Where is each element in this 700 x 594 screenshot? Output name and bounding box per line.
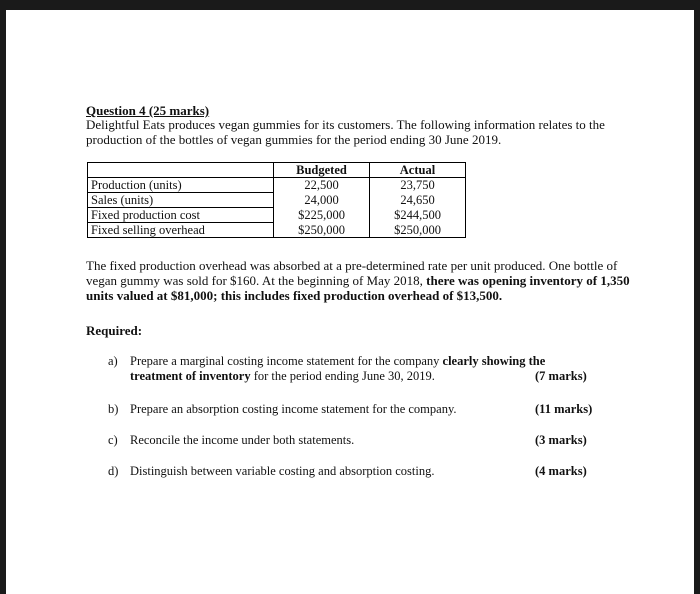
question-text-bold: clearly showing the treatment of inventory <box>130 354 546 383</box>
question-label: c) <box>108 433 118 447</box>
marks-c: (3 marks) <box>535 433 587 447</box>
question-text: Reconcile the income under both statements. <box>130 433 355 447</box>
budget-table <box>87 162 466 238</box>
required-label: Required: <box>86 323 143 338</box>
table-header-row <box>88 163 466 178</box>
intro-text: Delightful Eats produces vegan gummies for its customers. The following information relates to the production of the bottles of vegan gummies for the period ending 30 June 2019. <box>86 117 605 147</box>
question-text: Distinguish between variable costing and absorption costing. <box>130 464 435 478</box>
overhead-paragraph <box>86 258 631 303</box>
question-text-part: for the period ending June 30, 2019. <box>250 369 435 383</box>
table-row <box>88 208 466 223</box>
table-row <box>88 223 466 238</box>
row-budgeted: 24,000 <box>274 193 370 208</box>
marks-b: (11 marks) <box>535 402 593 416</box>
question-label: b) <box>108 402 119 416</box>
row-label: Sales (units) <box>88 193 274 208</box>
marks-a: (7 marks) <box>535 369 587 383</box>
header-budgeted: Budgeted <box>274 163 370 178</box>
question-text-part: Prepare a marginal costing income statement for the company <box>130 354 443 368</box>
question-text <box>130 354 600 384</box>
paragraph-plain: The fixed production overhead was absorbed at a pre-determined rate per unit produced. One bottle of vegan gummy was sold for $160. At the beginning of May 2018, <box>86 258 618 288</box>
table-row <box>88 178 466 193</box>
question-heading: Question 4 (25 marks) <box>86 103 210 118</box>
marks-d: (4 marks) <box>535 464 587 478</box>
question-label: a) <box>108 354 118 368</box>
document-page <box>6 10 694 594</box>
row-budgeted: 22,500 <box>274 178 370 193</box>
row-actual: $250,000 <box>370 223 466 238</box>
header-actual: Actual <box>370 163 466 178</box>
row-budgeted: $250,000 <box>274 223 370 238</box>
row-label: Fixed production cost <box>88 208 274 223</box>
row-actual: 24,650 <box>370 193 466 208</box>
paragraph-bold: there was opening inventory of 1,350 units valued at $81,000; this includes fixed production overhead of $13,500. <box>86 273 630 303</box>
table-header-blank <box>88 163 274 178</box>
question-text: Prepare an absorption costing income statement for the company. <box>130 402 457 416</box>
row-label: Fixed selling overhead <box>88 223 274 238</box>
question-label: d) <box>108 464 119 478</box>
row-budgeted: $225,000 <box>274 208 370 223</box>
row-actual: 23,750 <box>370 178 466 193</box>
row-label: Production (units) <box>88 178 274 193</box>
table-row <box>88 193 466 208</box>
row-actual: $244,500 <box>370 208 466 223</box>
